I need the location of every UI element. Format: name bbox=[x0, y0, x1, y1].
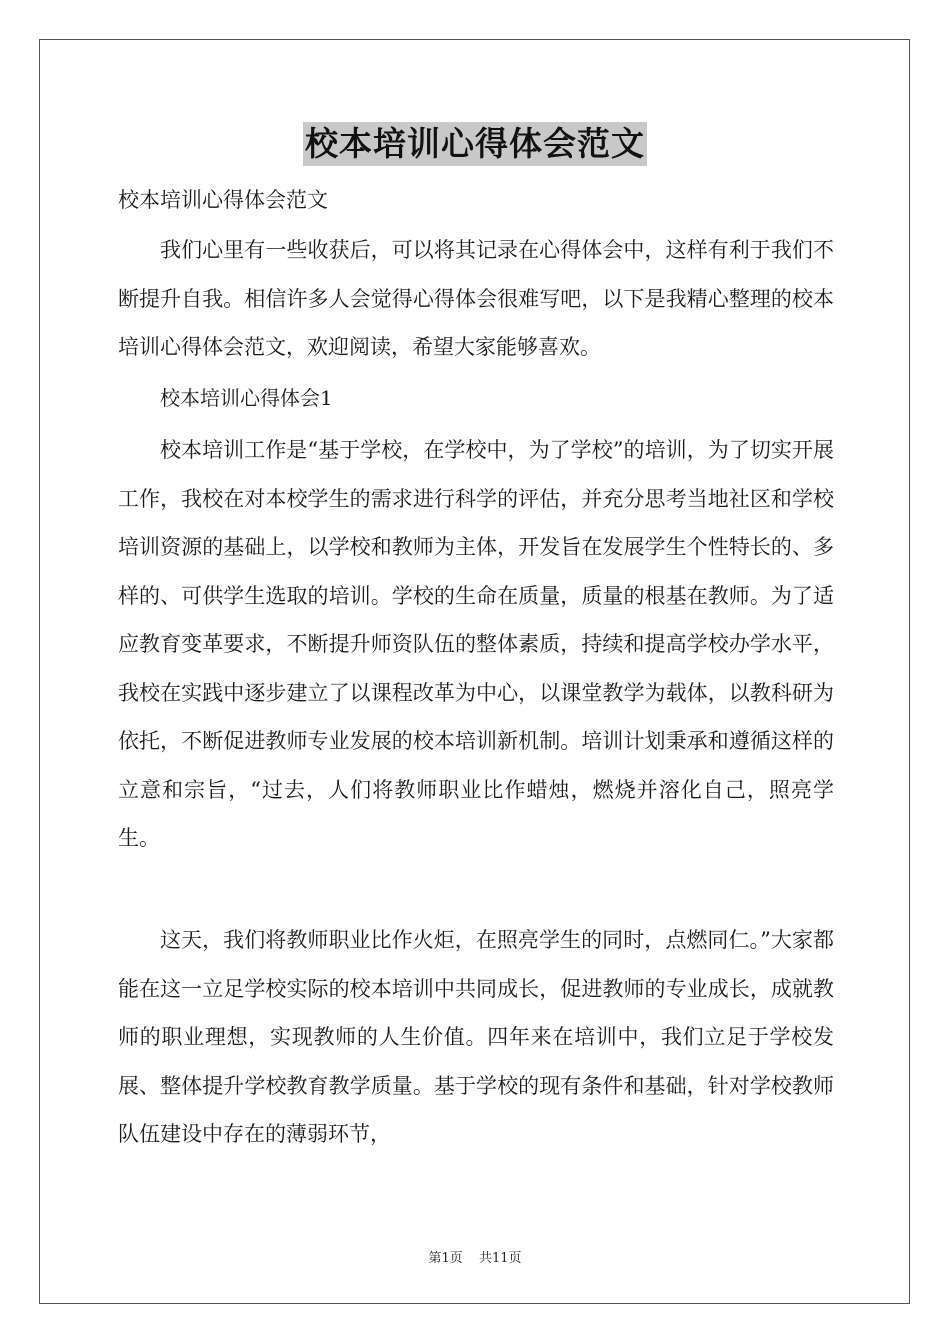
body-paragraph-block-2 bbox=[118, 916, 834, 1159]
page-total: 共11页 bbox=[478, 1251, 522, 1266]
section-heading: 校本培训心得体会1 bbox=[160, 386, 333, 410]
intro-paragraph: 我们心里有一些收获后，可以将其记录在心得体会中，这样有利于我们不断提升自我。相信许多人会觉得心得体会很难写吧，以下是我精心整理的校本培训心得体会范文，欢迎阅读，希望大家能够喜欢。 bbox=[118, 238, 834, 359]
intro-paragraph-block bbox=[118, 226, 834, 372]
body-paragraph-1: 校本培训工作是“基于学校，在学校中，为了学校”的培训，为了切实开展工作，我校在对本校学生的需求进行科学的评估，并充分思考当地社区和学校培训资源的基础上，以学校和教师为主体，开发旨在发展学生个性特长的、多样的、可供学生选取的培训。学校的生命在质量，质量的根基在教师。为了适应教育变革要求，不断提升师资队伍的整体素质，持续和提高学校办学水平，我校在实践中逐步建立了以课程改革为中心，以课堂教学为载体，以教科研为依托，不断促进教师专业发展的校本培训新机制。培训计划秉承和遵循这样的立意和宗旨，“过去，人们将教师职业比作蜡烛，燃烧并溶化自己，照亮学生。 bbox=[118, 438, 834, 850]
document-title: 校本培训心得体会范文 bbox=[303, 122, 647, 166]
body-paragraph-2: 这天，我们将教师职业比作火炬，在照亮学生的同时，点燃同仁。”大家都能在这一立足学校实际的校本培训中共同成长，促进教师的专业成长，成就教师的职业理想，实现教师的人生价值。四年来在培训中，我们立足于学校发展、整体提升学校教育教学质量。基于学校的现有条件和基础，针对学校教师队伍建设中存在的薄弱环节， bbox=[118, 928, 834, 1146]
body-paragraph-block-1 bbox=[118, 426, 834, 863]
page-footer bbox=[0, 1247, 950, 1266]
title-container bbox=[0, 122, 950, 166]
page-number: 第1页 bbox=[428, 1251, 463, 1266]
document-subtitle: 校本培训心得体会范文 bbox=[118, 188, 328, 212]
